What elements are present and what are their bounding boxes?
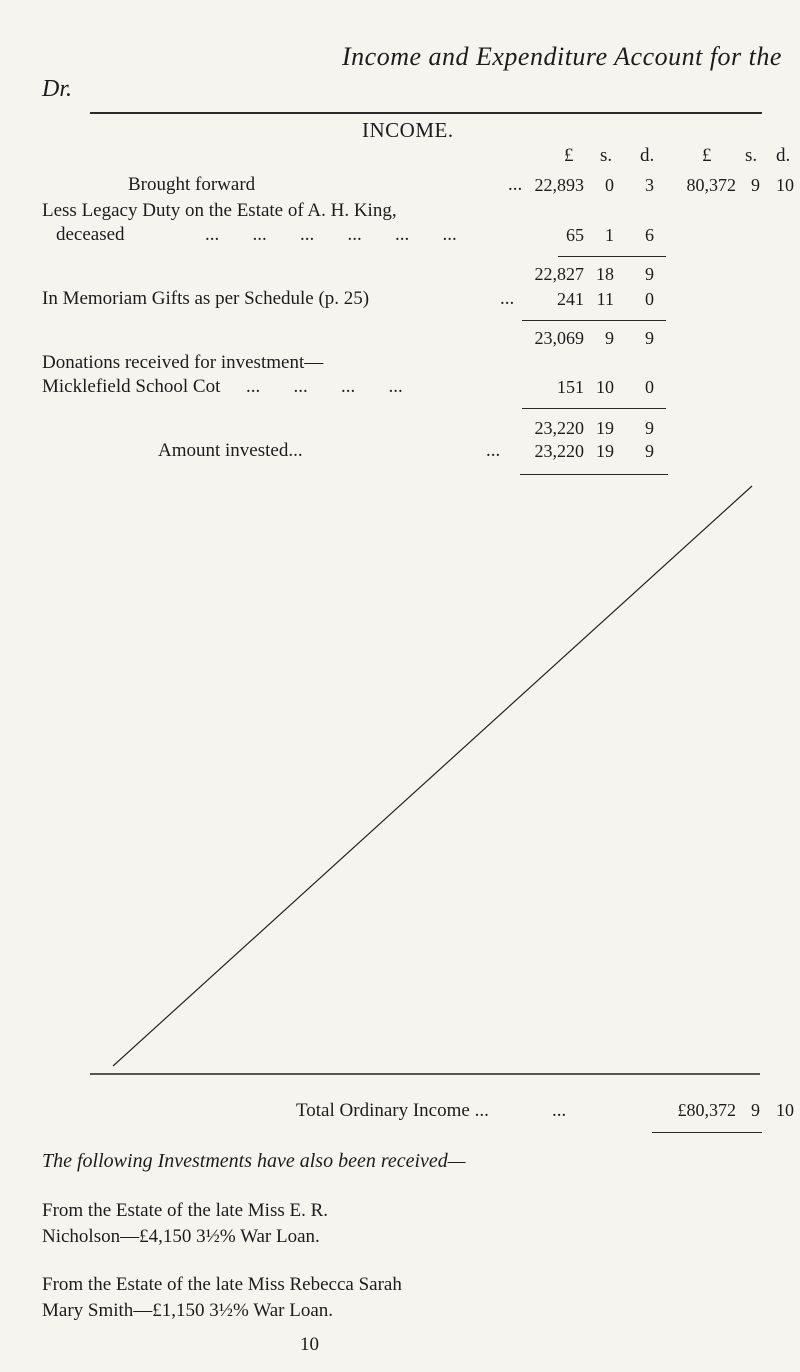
row-pence: 0 [645, 377, 654, 397]
row-pounds: 23,220 [534, 441, 584, 461]
total-label: Total Ordinary Income ... [296, 1100, 489, 1121]
row-shillings: 19 [596, 441, 614, 461]
row-shillings: 19 [596, 418, 614, 438]
row-label-donations: Donations received for investment— [42, 352, 324, 373]
row-dots: ... ... ... ... ... ... [205, 224, 457, 245]
row-label-in-memoriam: In Memoriam Gifts as per Schedule (p. 25) [42, 288, 370, 309]
row-pence: 3 [645, 175, 654, 195]
row-dots: ... ... ... ... [246, 376, 403, 397]
notes-para2-line2: Mary Smith—£1,150 3½% War Loan. [42, 1300, 334, 1321]
notes-para2-line1: From the Estate of the late Miss Rebecca Sarah [42, 1274, 402, 1295]
income-title: INCOME. [362, 118, 454, 142]
row-dots: ... [508, 174, 523, 195]
row-pence-2: 10 [776, 175, 794, 195]
col-header-pounds: £ [564, 145, 574, 166]
row-pence: 9 [645, 328, 654, 348]
total-underline [652, 1132, 762, 1133]
row-pence: 9 [645, 264, 654, 284]
row-dots: ... [486, 440, 501, 461]
row-shillings: 10 [596, 377, 614, 397]
row-label-deceased: deceased [56, 224, 125, 245]
row-pounds: 23,069 [534, 328, 584, 348]
total-shillings: 9 [751, 1100, 760, 1120]
notes-para1-line1: From the Estate of the late Miss E. R. [42, 1200, 329, 1221]
row-label-brought-forward: Brought forward [128, 174, 256, 195]
row-pence: 9 [645, 418, 654, 438]
row-shillings-2: 9 [751, 175, 760, 195]
row-pounds-2: 80,372 [686, 175, 736, 195]
page-heading: Income and Expenditure Account for the [342, 42, 782, 71]
row-pounds: 151 [557, 377, 584, 397]
col-header-pounds-2: £ [702, 145, 712, 166]
col-header-shillings: s. [600, 145, 613, 166]
row-pounds: 22,827 [534, 264, 584, 284]
debit-label: Dr. [42, 76, 73, 102]
col-header-pence-2: d. [776, 145, 791, 166]
row-pounds: 23,220 [534, 418, 584, 438]
row-label-amount-invested: Amount invested... [158, 440, 303, 461]
row-dots: ... [500, 288, 515, 309]
row-pounds: 65 [566, 225, 584, 245]
total-dots: ... [552, 1100, 567, 1121]
row-pounds: 22,893 [534, 175, 584, 195]
page-number: 10 [300, 1334, 319, 1355]
total-pounds: £80,372 [677, 1100, 736, 1120]
total-pence: 10 [776, 1100, 794, 1120]
row-pence: 0 [645, 289, 654, 309]
notes-heading: The following Investments have also been received— [42, 1150, 466, 1172]
row-shillings: 1 [605, 225, 614, 245]
notes-para1-line2: Nicholson—£4,150 3½% War Loan. [42, 1226, 320, 1247]
row-pence: 9 [645, 441, 654, 461]
row-shillings: 11 [596, 289, 614, 309]
row-shillings: 0 [605, 175, 614, 195]
col-header-pence: d. [640, 145, 655, 166]
row-label-legacy-duty: Less Legacy Duty on the Estate of A. H. King, [42, 200, 397, 221]
row-shillings: 18 [596, 264, 614, 284]
col-header-shillings-2: s. [745, 145, 758, 166]
row-shillings: 9 [605, 328, 614, 348]
row-pence: 6 [645, 225, 654, 245]
row-pounds: 241 [557, 289, 584, 309]
row-label-micklefield: Micklefield School Cot [42, 376, 221, 397]
